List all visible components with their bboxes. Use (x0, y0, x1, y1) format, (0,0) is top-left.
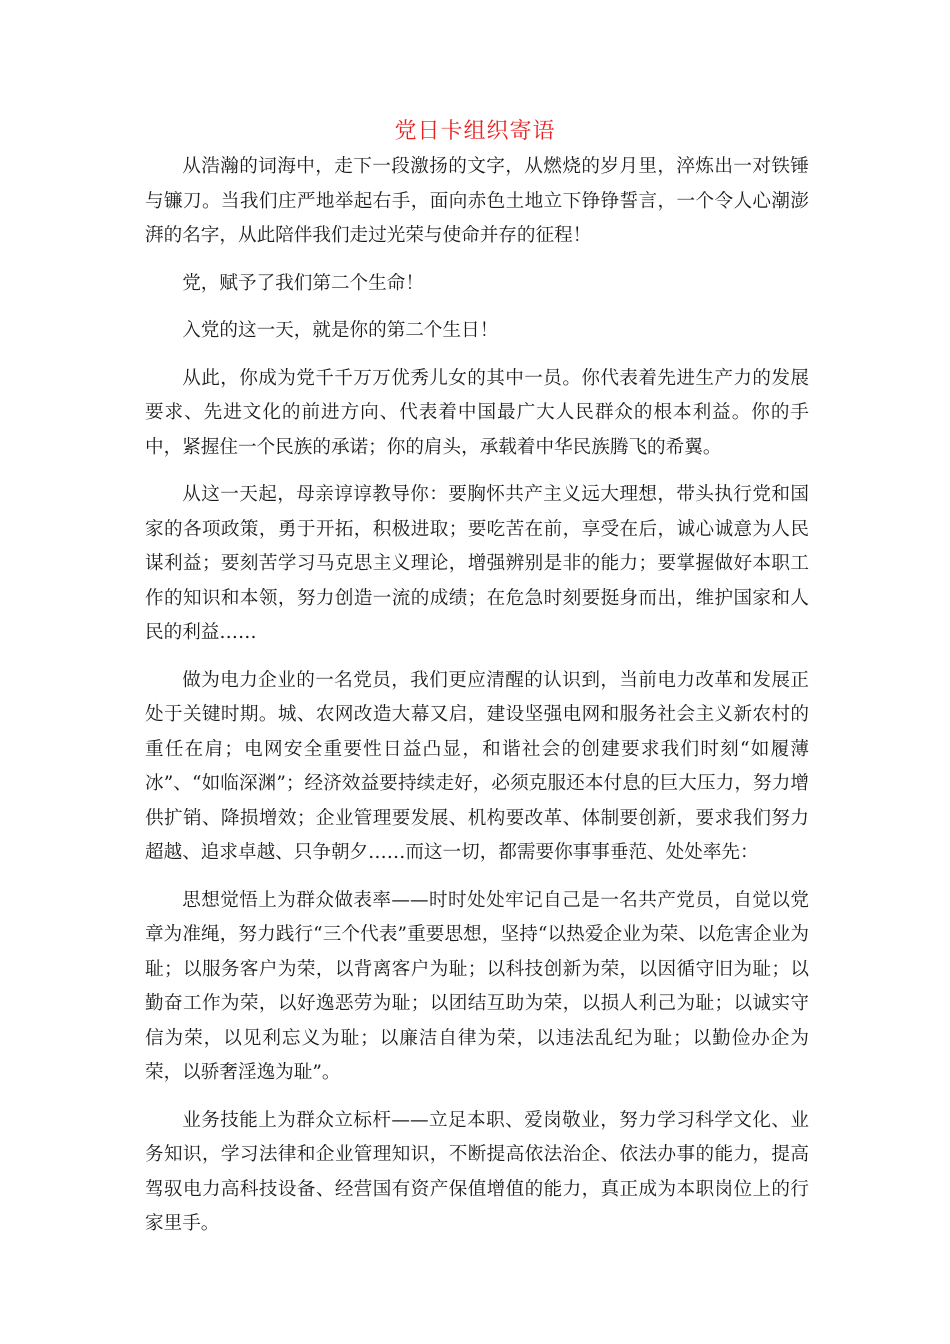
paragraph-second-birthday: 入党的这一天，就是你的第二个生日！ (182, 320, 499, 341)
paragraph-power-enterprise: 做为电力企业的一名党员，我们更应清醒的认识到，当前电力改革和发展正处于关键时期。城、农网改造大幕又启，建设坚强电网和服务社会主义新农村的重任在肩；电网安全重要性日益凸显，和谐社会的创建要求我们时刻“如履薄冰”、“如临深渊”；经济效益要持续走好，必须克服还本付息的巨大压力，努力增供扩销、降损增效；企业管理要发展、机构要改革、体制要创新，要求我们努力超越、追求卓越、只争朝夕……而这一切，都需要你事事垂范、处处率先： (145, 669, 809, 863)
paragraph-skills: 业务技能上为群众立标杆——立足本职、爱岗敬业，努力学习科学文化、业务知识，学习法律和企业管理知识，不断提高依法治企、依法办事的能力，提高驾驭电力高科技设备、经营国有资产保值增值的能力，真正成为本职岗位上的行家里手。 (145, 1109, 809, 1234)
paragraph-intro: 从浩瀚的词海中，走下一段激扬的文字，从燃烧的岁月里，淬炼出一对铁锤与镰刀。当我们庄严地举起右手，面向赤色土地立下铮铮誓言，一个令人心潮澎湃的名字，从此陪伴我们走过光荣与使命并存的征程！ (145, 156, 809, 246)
document-title: 党日卡组织寄语 (394, 119, 556, 144)
paragraph-member: 从此，你成为党千千万万优秀儿女的其中一员。你代表着先进生产力的发展要求、先进文化的前进方向、代表着中国最广大人民群众的根本利益。你的手中，紧握住一个民族的承诺；你的肩头，承载着中华民族腾飞的希翼。 (145, 367, 809, 458)
paragraph-teaching: 从这一天起，母亲谆谆教导你：要胸怀共产主义远大理想，带头执行党和国家的各项政策，勇于开拓，积极进取；要吃苦在前，享受在后，诚心诚意为人民谋利益；要刻苦学习马克思主义理论，增强辨别是非的能力；要掌握做好本职工作的知识和本领，努力创造一流的成绩；在危急时刻要挺身而出，维护国家和人民的利益…… (145, 484, 809, 643)
document-body (145, 150, 809, 1255)
paragraph-second-life: 党，赋予了我们第二个生命！ (182, 272, 424, 294)
paragraph-ideology: 思想觉悟上为群众做表率——时时处处牢记自己是一名共产党员，自觉以党章为准绳，努力践行“三个代表”重要思想，坚持“以热爱企业为荣、以危害企业为耻；以服务客户为荣，以背离客户为耻；以科技创新为荣，以因循守旧为耻；以勤奋工作为荣，以好逸恶劳为耻；以团结互助为荣，以损人利己为耻；以诚实守信为荣，以见利忘义为耻；以廉洁自律为荣，以违法乱纪为耻；以勤俭办企为荣，以骄奢淫逸为耻”。 (145, 889, 809, 1083)
